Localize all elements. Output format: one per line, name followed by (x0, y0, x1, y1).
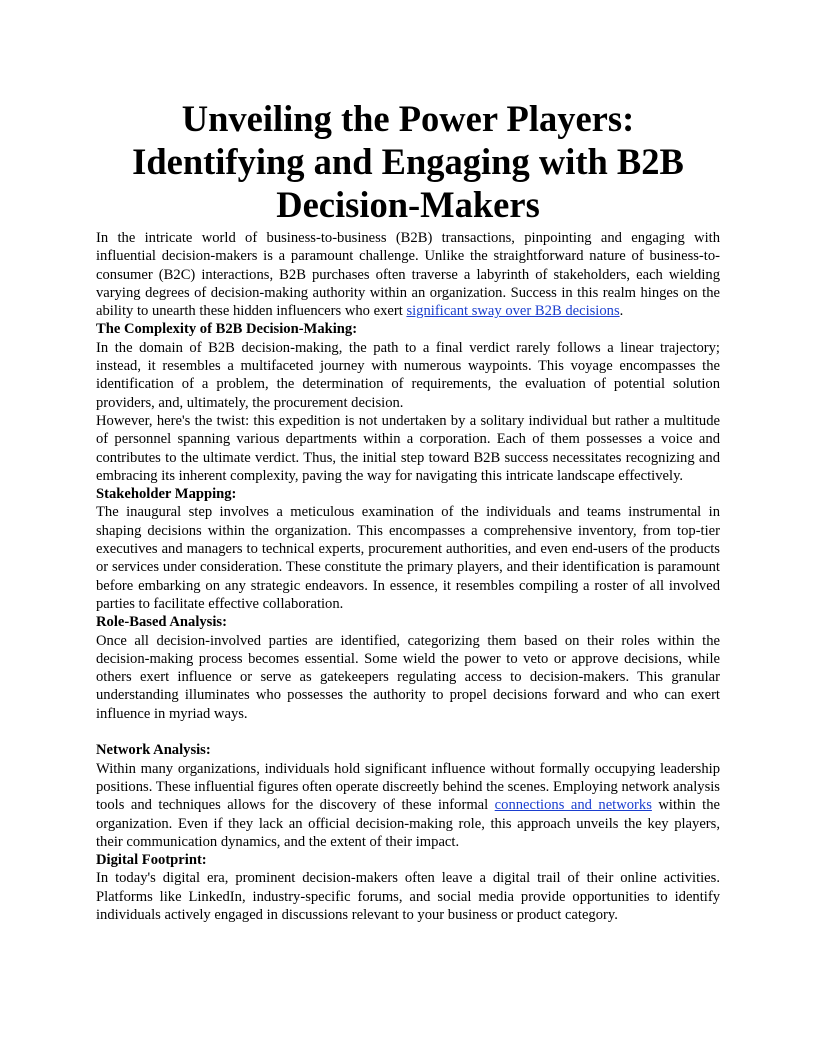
network-heading: Network Analysis: (96, 742, 211, 759)
network-text: Within many organizations, individuals hold significant influence without formally occupying leadership positions. These influential figures often operate discreetly behind the scenes. Employing network analysis tools and techniques allows for the discovery of these informal (96, 760, 720, 814)
complexity-paragraph-2: However, here's the twist: this expedition is not undertaken by a solitary individual but rather a multitude of personnel spanning various departments within a corporation. Each of them possesses a voice and contributes to the ultimate verdict. Thus, the initial step toward B2B success necessitates recognizing and embracing its inherent complexity, paving the way for navigating this intricate landscape effectively. (96, 412, 720, 484)
intro-text: In the intricate world of business-to-business (B2B) transactions, pinpointing and engaging with influential decision-makers is a paramount challenge. Unlike the straightforward nature of business-to-consumer (B2C) interactions, B2B purchases often traverse a labyrinth of stakeholders, each wielding varying degrees of decision-making authority within an organization. Success in this realm hinges on the ability to unearth these hidden influencers who exert (96, 230, 720, 320)
digital-heading: Digital Footprint: (96, 852, 207, 869)
blank-line (96, 723, 720, 741)
role-paragraph: Once all decision-involved parties are identified, categorizing them based on their roles within the decision-making process becomes essential. Some wield the power to veto or approve decisions, while others exert influence or serve as gatekeepers regulating access to decision-makers. This granular understanding illuminates who possesses the authority to propel decisions forward and who can exert influence in myriad ways. (96, 632, 720, 722)
network-paragraph (96, 760, 720, 851)
significant-sway-link[interactable]: significant sway over B2B decisions (406, 303, 620, 320)
intro-text-end: . (619, 303, 624, 320)
network-text-end: within the organization. Even if they lack an official decision-making role, this approach unveils the key players, their communication dynamics, and the extent of their impact. (96, 797, 720, 850)
role-heading: Role-Based Analysis: (96, 614, 227, 631)
stakeholder-paragraph: The inaugural step involves a meticulous examination of the individuals and teams instrumental in shaping decisions within the organization. This encompasses a comprehensive inventory, from top-tier executives and managers to technical experts, procurement authorities, and even end-users of the products or services under consideration. These constitute the primary players, and their identification is paramount before embarking on any strategic endeavors. In essence, it resembles compiling a roster of all involved parties to facilitate effective collaboration. (96, 504, 720, 612)
complexity-heading: The Complexity of B2B Decision-Making: (96, 321, 358, 338)
intro-paragraph (96, 229, 720, 320)
connections-networks-link[interactable]: connections and networks (494, 797, 652, 814)
page-title: Unveiling the Power Players: Identifying and Engaging with B2B Decision-Makers (132, 98, 684, 225)
digital-paragraph: In today's digital era, prominent decision-makers often leave a digital trail of their online activities. Platforms like LinkedIn, industry-specific forums, and social media provide opportunities to identify individuals actively engaged in discussions relevant to your business or product category. (96, 870, 720, 923)
stakeholder-heading: Stakeholder Mapping: (96, 486, 237, 503)
complexity-paragraph-1: In the domain of B2B decision-making, the path to a final verdict rarely follows a linear trajectory; instead, it resembles a multifaceted journey with numerous waypoints. This voyage encompasses the identification of a problem, the determination of requirements, the evaluation of potential solution providers, and, ultimately, the procurement decision. (96, 339, 720, 411)
